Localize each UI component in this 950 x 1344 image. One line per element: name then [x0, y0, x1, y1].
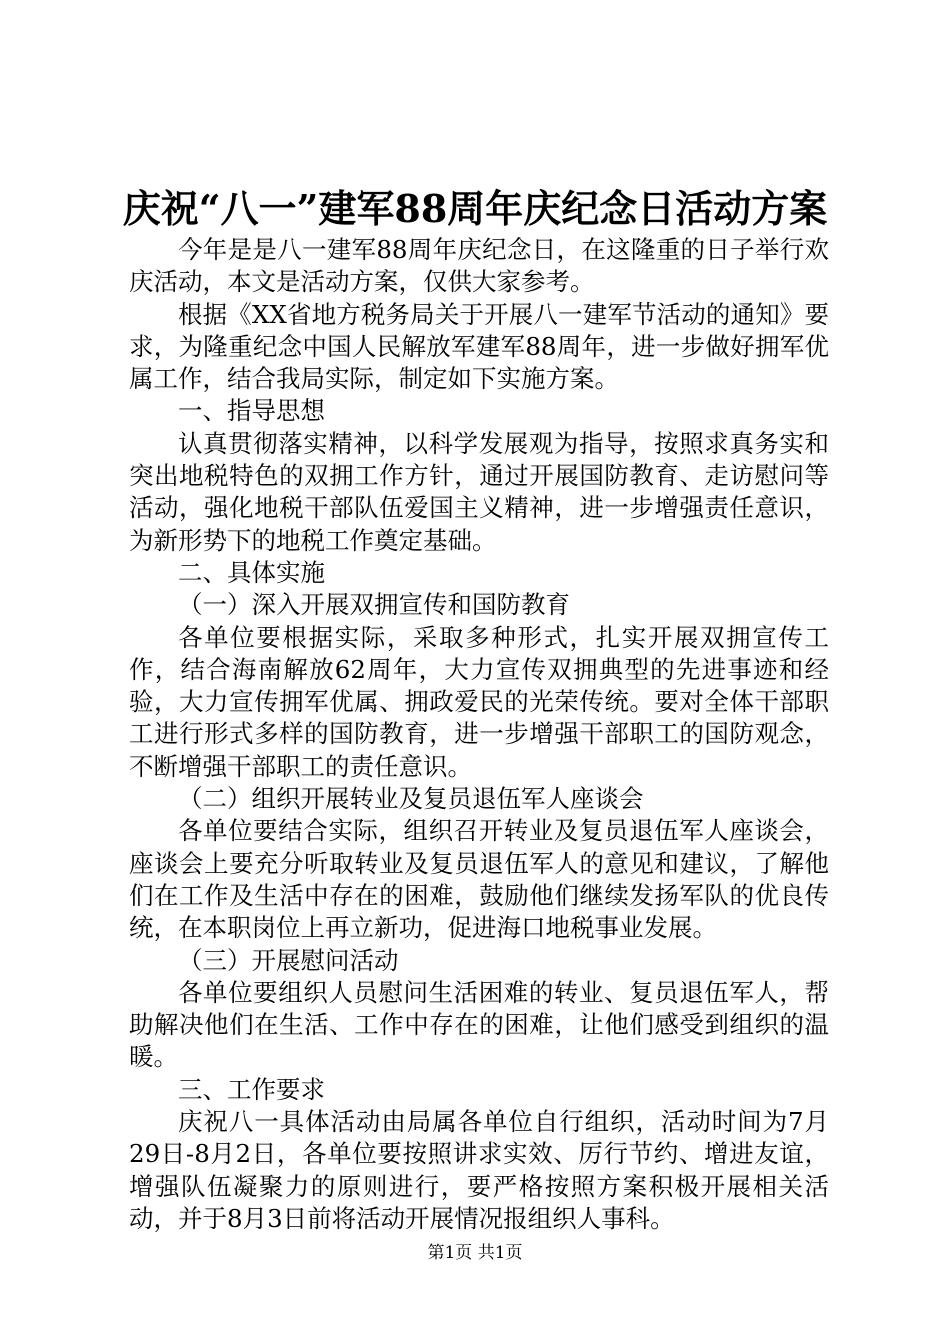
- paragraph-guiding-thought: 认真贯彻落实精神，以科学发展观为指导，按照求真务实和突出地税特色的双拥工作方针，通过开展国防教育、走访慰问等活动，强化地税干部队伍爱国主义精神，进一步增强责任意识，为新形势下的地税工作奠定基础。: [129, 428, 829, 555]
- page-footer: 第1页 共1页: [427, 1243, 523, 1263]
- paragraph-education: 各单位要根据实际，采取多种形式，扎实开展双拥宣传工作，结合海南解放62周年，大力宣传双拥典型的先进事迹和经验，大力宣传拥军优属、拥政爱民的光荣传统。要对全体干部职工进行形式多样的国防教育，进一步增强干部职工的国防观念，不断增强干部职工的责任意识。: [129, 622, 829, 781]
- subheading-symposium: （二）组织开展转业及复员退伍军人座谈会: [178, 784, 644, 814]
- subheading-condolence: （三）开展慰问活动: [178, 945, 399, 975]
- heading-requirements: 三、工作要求: [178, 1074, 325, 1104]
- paragraph-basis: 根据《XX省地方税务局关于开展八一建军节活动的通知》要求，为隆重纪念中国人民解放军建军88周年，进一步做好拥军优属工作，结合我局实际，制定如下实施方案。: [129, 299, 829, 394]
- paragraph-condolence: 各单位要组织人员慰问生活困难的转业、复员退伍军人，帮助解决他们在生活、工作中存在的困难，让他们感受到组织的温暖。: [129, 977, 829, 1072]
- heading-implementation: 二、具体实施: [178, 557, 325, 587]
- heading-guiding-thought: 一、指导思想: [178, 396, 325, 426]
- subheading-education: （一）深入开展双拥宣传和国防教育: [178, 590, 570, 620]
- document-title: 庆祝“八一”建军88周年庆纪念日活动方案: [122, 186, 828, 231]
- paragraph-intro: 今年是是八一建军88周年庆纪念日，在这隆重的日子举行欢庆活动，本文是活动方案，仅供大家参考。: [129, 235, 829, 297]
- document-body: [129, 234, 829, 1235]
- paragraph-symposium: 各单位要结合实际，组织召开转业及复员退伍军人座谈会，座谈会上要充分听取转业及复员退伍军人的意见和建议，了解他们在工作及生活中存在的困难，鼓励他们继续发扬军队的优良传统，在本职岗位上再立新功，促进海口地税事业发展。: [129, 816, 829, 943]
- paragraph-requirements: 庆祝八一具体活动由局属各单位自行组织，活动时间为7月29日-8月2日，各单位要按照讲求实效、厉行节约、增进友谊，增强队伍凝聚力的原则进行，要严格按照方案积极开展相关活动，并于8月3日前将活动开展情况报组织人事科。: [129, 1107, 829, 1233]
